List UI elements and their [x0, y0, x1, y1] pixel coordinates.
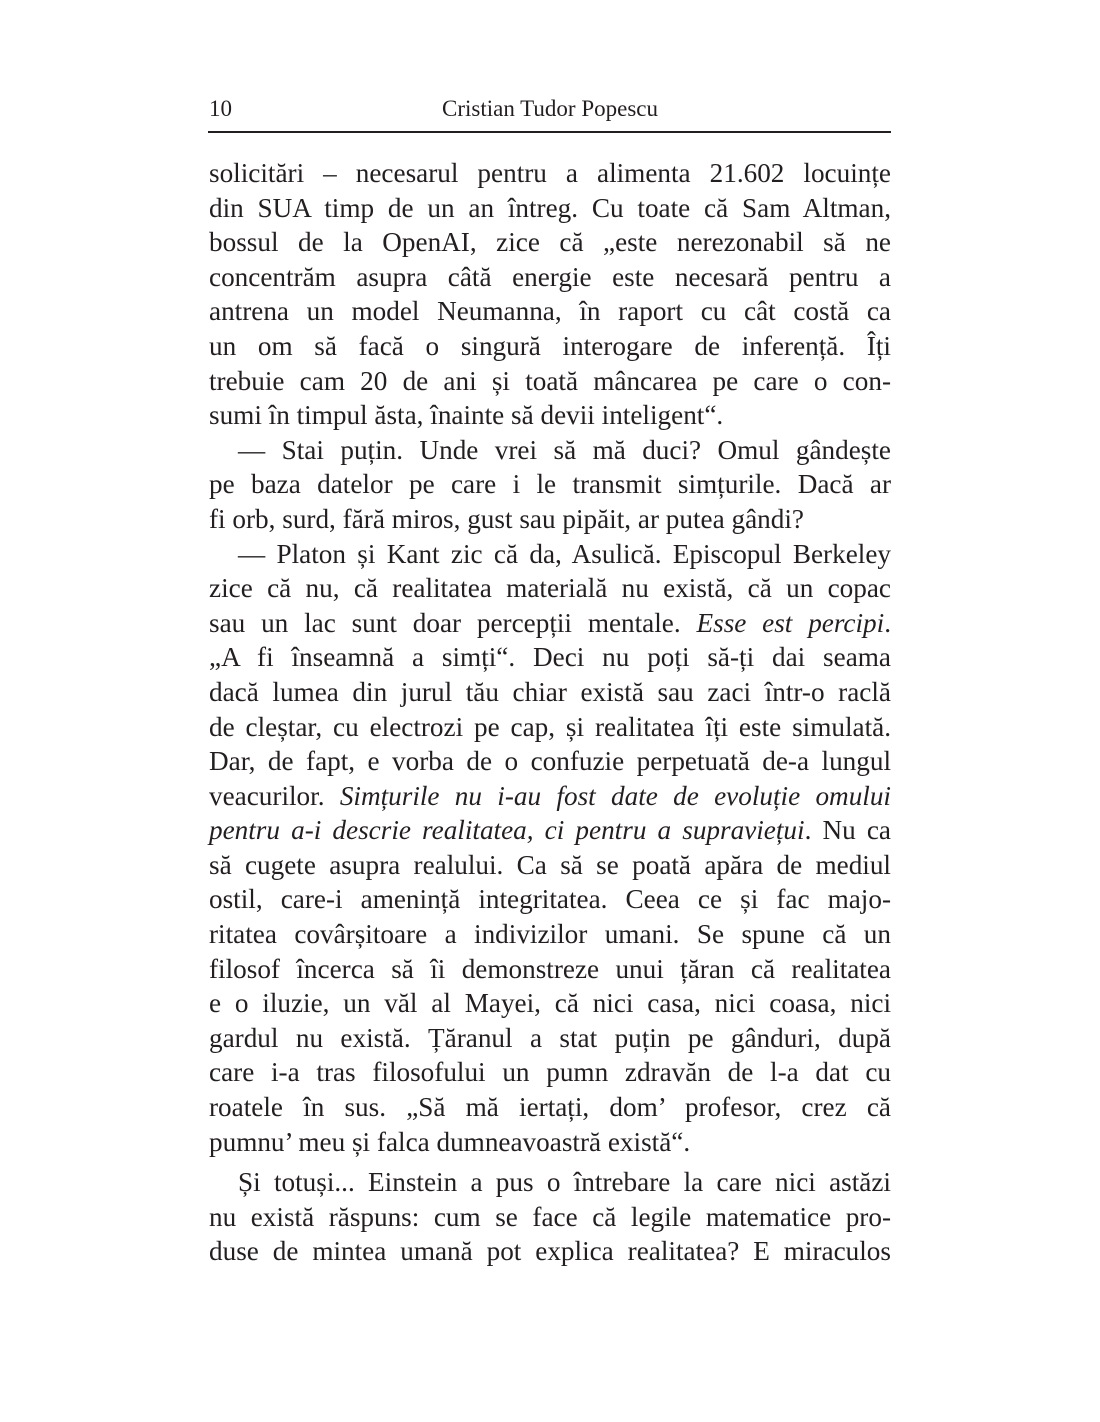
text-line: roatele în sus. „Să mă iertați, dom’ profesor, crez că: [209, 1092, 891, 1123]
text-line: pumnu’ meu și falca dumneavoastră există“.: [209, 1126, 691, 1157]
text-line: antrena un model Neumanna, în raport cu cât costă ca: [209, 296, 891, 327]
text-line: trebuie cam 20 de ani și toată mâncarea pe care o con-: [209, 365, 891, 396]
text-line: un om să facă o singură interogare de inferență. Îți: [209, 330, 891, 361]
text-line: dacă lumea din jurul tău chiar există sau zaci într-o raclă: [209, 676, 891, 707]
text-line: Dar, de fapt, e vorba de o confuzie perpetuată de-a lungul: [209, 746, 891, 777]
text-line: — Platon și Kant zic că da, Asulică. Episcopul Berkeley: [238, 538, 891, 569]
running-head: [209, 92, 891, 130]
text-line: din SUA timp de un an întreg. Cu toate că Sam Altman,: [209, 192, 891, 223]
text-line: sau un lac sunt doar percepții mentale. Esse est percipi.: [209, 607, 891, 638]
text-line: ritatea covârșitoare a indivizilor umani. Se spune că un: [209, 919, 891, 950]
text-line: să cugete asupra realului. Ca să se poată apăra de mediul: [209, 849, 891, 880]
text-line: e o iluzie, un văl al Mayei, că nici casa, nici coasa, nici: [209, 988, 891, 1019]
text-line: care i-a tras filosofului un pumn zdravăn de l-a dat cu: [209, 1057, 891, 1088]
text-line: filosof încerca să îi demonstreze unui țăran că realitatea: [209, 953, 891, 984]
header-rule: [208, 131, 891, 133]
text-line: duse de mintea umană pot explica realitatea? E miraculos: [209, 1236, 891, 1267]
italic-phrase: pentru a-i descrie realitatea, ci pentru a supraviețui: [209, 815, 805, 846]
text-line: fi orb, surd, fără miros, gust sau pipăit, ar putea gândi?: [209, 503, 804, 534]
text-line: concentrăm asupra câtă energie este necesară pentru a: [209, 261, 891, 292]
body-text: [209, 156, 891, 1269]
text-line: bossul de la OpenAI, zice că „este nerezonabil să ne: [209, 227, 891, 258]
italic-phrase: Simțurile nu i-au fost date de evoluție omului: [339, 780, 891, 811]
text-line: pe baza datelor pe care i le transmit simțurile. Dacă ar: [209, 469, 891, 500]
text-line: Și totuși... Einstein a pus o întrebare la care nici astăzi: [238, 1167, 891, 1198]
text-line: pentru a-i descrie realitatea, ci pentru a supraviețui. Nu ca: [209, 815, 891, 846]
text-line: gardul nu există. Țăranul a stat puțin pe gânduri, după: [209, 1022, 891, 1053]
italic-phrase: Esse est percipi: [696, 607, 885, 638]
text-line: veacurilor. Simțurile nu i-au fost date de evoluție omului: [209, 780, 891, 811]
text-line: „A fi înseamnă a simți“. Deci nu poți să-ți dai seama: [209, 642, 891, 673]
text-line: zice că nu, că realitatea materială nu există, că un copac: [209, 573, 891, 604]
text-line: nu există răspuns: cum se face că legile matematice pro-: [209, 1201, 891, 1232]
text-line: ostil, care-i amenință integritatea. Ceea ce și fac majo-: [209, 884, 891, 915]
text-line: — Stai puțin. Unde vrei să mă duci? Omul gândește: [238, 434, 891, 465]
text-line: sumi în timpul ăsta, înainte să devii inteligent“.: [209, 400, 724, 431]
text-line: solicitări – necesarul pentru a alimenta 21.602 locuințe: [209, 158, 891, 188]
page-number: 10: [209, 96, 232, 121]
text-line: de cleștar, cu electrozi pe cap, și realitatea îți este simulată.: [209, 711, 891, 742]
running-title-author: Cristian Tudor Popescu: [442, 96, 658, 121]
book-page: [209, 92, 891, 1269]
